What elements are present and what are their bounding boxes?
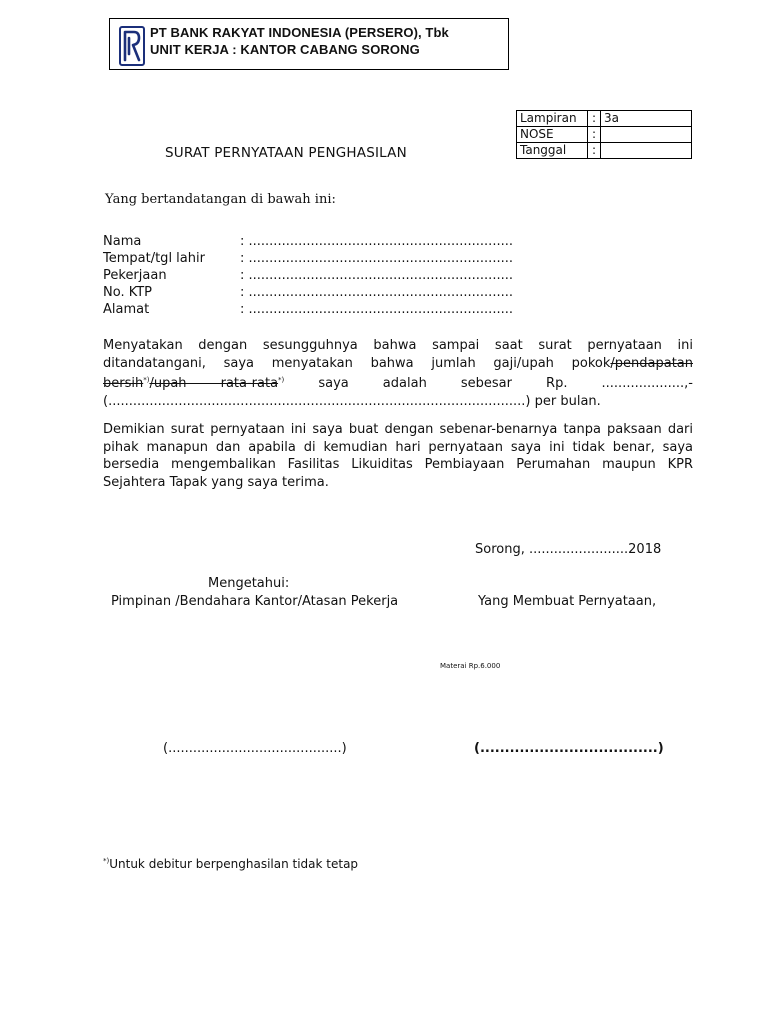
attachment-key: Tanggal — [517, 143, 588, 159]
attachment-colon: : — [588, 111, 601, 127]
footnote-text: Untuk debitur berpenghasilan tidak tetap — [109, 857, 359, 871]
document-title: SURAT PERNYATAAN PENGHASILAN — [165, 145, 407, 161]
acknowledger-signature-line: (..........................................) — [163, 741, 347, 756]
attachment-value — [601, 143, 692, 159]
field-label-nama: Nama — [103, 234, 142, 249]
paragraph-text: saya adalah sebesar Rp. ....................,- (.....................................................................................................) per bulan. — [103, 376, 693, 409]
footnote — [103, 857, 358, 871]
attachment-row — [517, 127, 692, 143]
field-value-pekerjaan: : ................................................................ — [240, 268, 513, 283]
paragraph-text: Menyatakan dengan sesungguhnya bahwa sampai saat surat pernyataan ini ditandatangani, saya menyatakan bahwa jumlah gaji/upah pokok — [103, 338, 693, 371]
attachment-row — [517, 143, 692, 159]
field-value-alamat: : ................................................................ — [240, 302, 513, 317]
intro-text: Yang bertandatangan di bawah ini: — [105, 192, 336, 207]
bri-logo-icon — [119, 26, 145, 66]
field-value-ktp: : ................................................................ — [240, 285, 513, 300]
income-statement-paragraph — [103, 337, 693, 410]
struck-option: /pendapatan bersih — [103, 355, 693, 391]
struck-option: /upah rata-rata — [149, 376, 279, 391]
attachment-value — [601, 127, 692, 143]
attachment-key: NOSE — [517, 127, 588, 143]
attachment-table — [516, 110, 692, 159]
place-date: Sorong, ........................2018 — [475, 542, 662, 557]
work-unit: UNIT KERJA : KANTOR CABANG SORONG — [150, 42, 420, 57]
closing-paragraph: Demikian surat pernyataan ini saya buat dengan sebenar-benarnya tanpa paksaan dari pihak manapun dan apabila di kemudian hari pernyataan saya ini tidak benar, saya bersedia mengembalikan Fasilitas Likuiditas Pembiayaan Perumahan maupun KPR Sejahtera Tapak yang saya terima. — [103, 422, 693, 490]
stamp-duty-label: Materai Rp.6.000 — [440, 662, 501, 670]
acknowledger-title: Pimpinan /Bendahara Kantor/Atasan Pekerja — [111, 594, 399, 609]
attachment-colon: : — [588, 127, 601, 143]
declarant-signature-line: (....................................) — [474, 741, 664, 756]
acknowledged-label: Mengetahui: — [208, 576, 290, 591]
field-value-nama: : ................................................................ — [240, 234, 513, 249]
attachment-key: Lampiran — [517, 111, 588, 127]
field-label-pekerjaan: Pekerjaan — [103, 268, 167, 283]
declarant-title: Yang Membuat Pernyataan, — [478, 594, 657, 609]
attachment-row — [517, 111, 692, 127]
field-label-alamat: Alamat — [103, 302, 150, 317]
bank-name: PT BANK RAKYAT INDONESIA (PERSERO), Tbk — [150, 25, 449, 40]
field-label-ttl: Tempat/tgl lahir — [103, 251, 205, 266]
footnote-mark: *) — [143, 376, 150, 384]
attachment-value: 3a — [601, 111, 692, 127]
field-value-ttl: : ................................................................ — [240, 251, 513, 266]
footnote-mark: *) — [278, 376, 285, 384]
field-label-ktp: No. KTP — [103, 285, 153, 300]
attachment-colon: : — [588, 143, 601, 159]
footnote-mark: *) — [103, 857, 110, 865]
